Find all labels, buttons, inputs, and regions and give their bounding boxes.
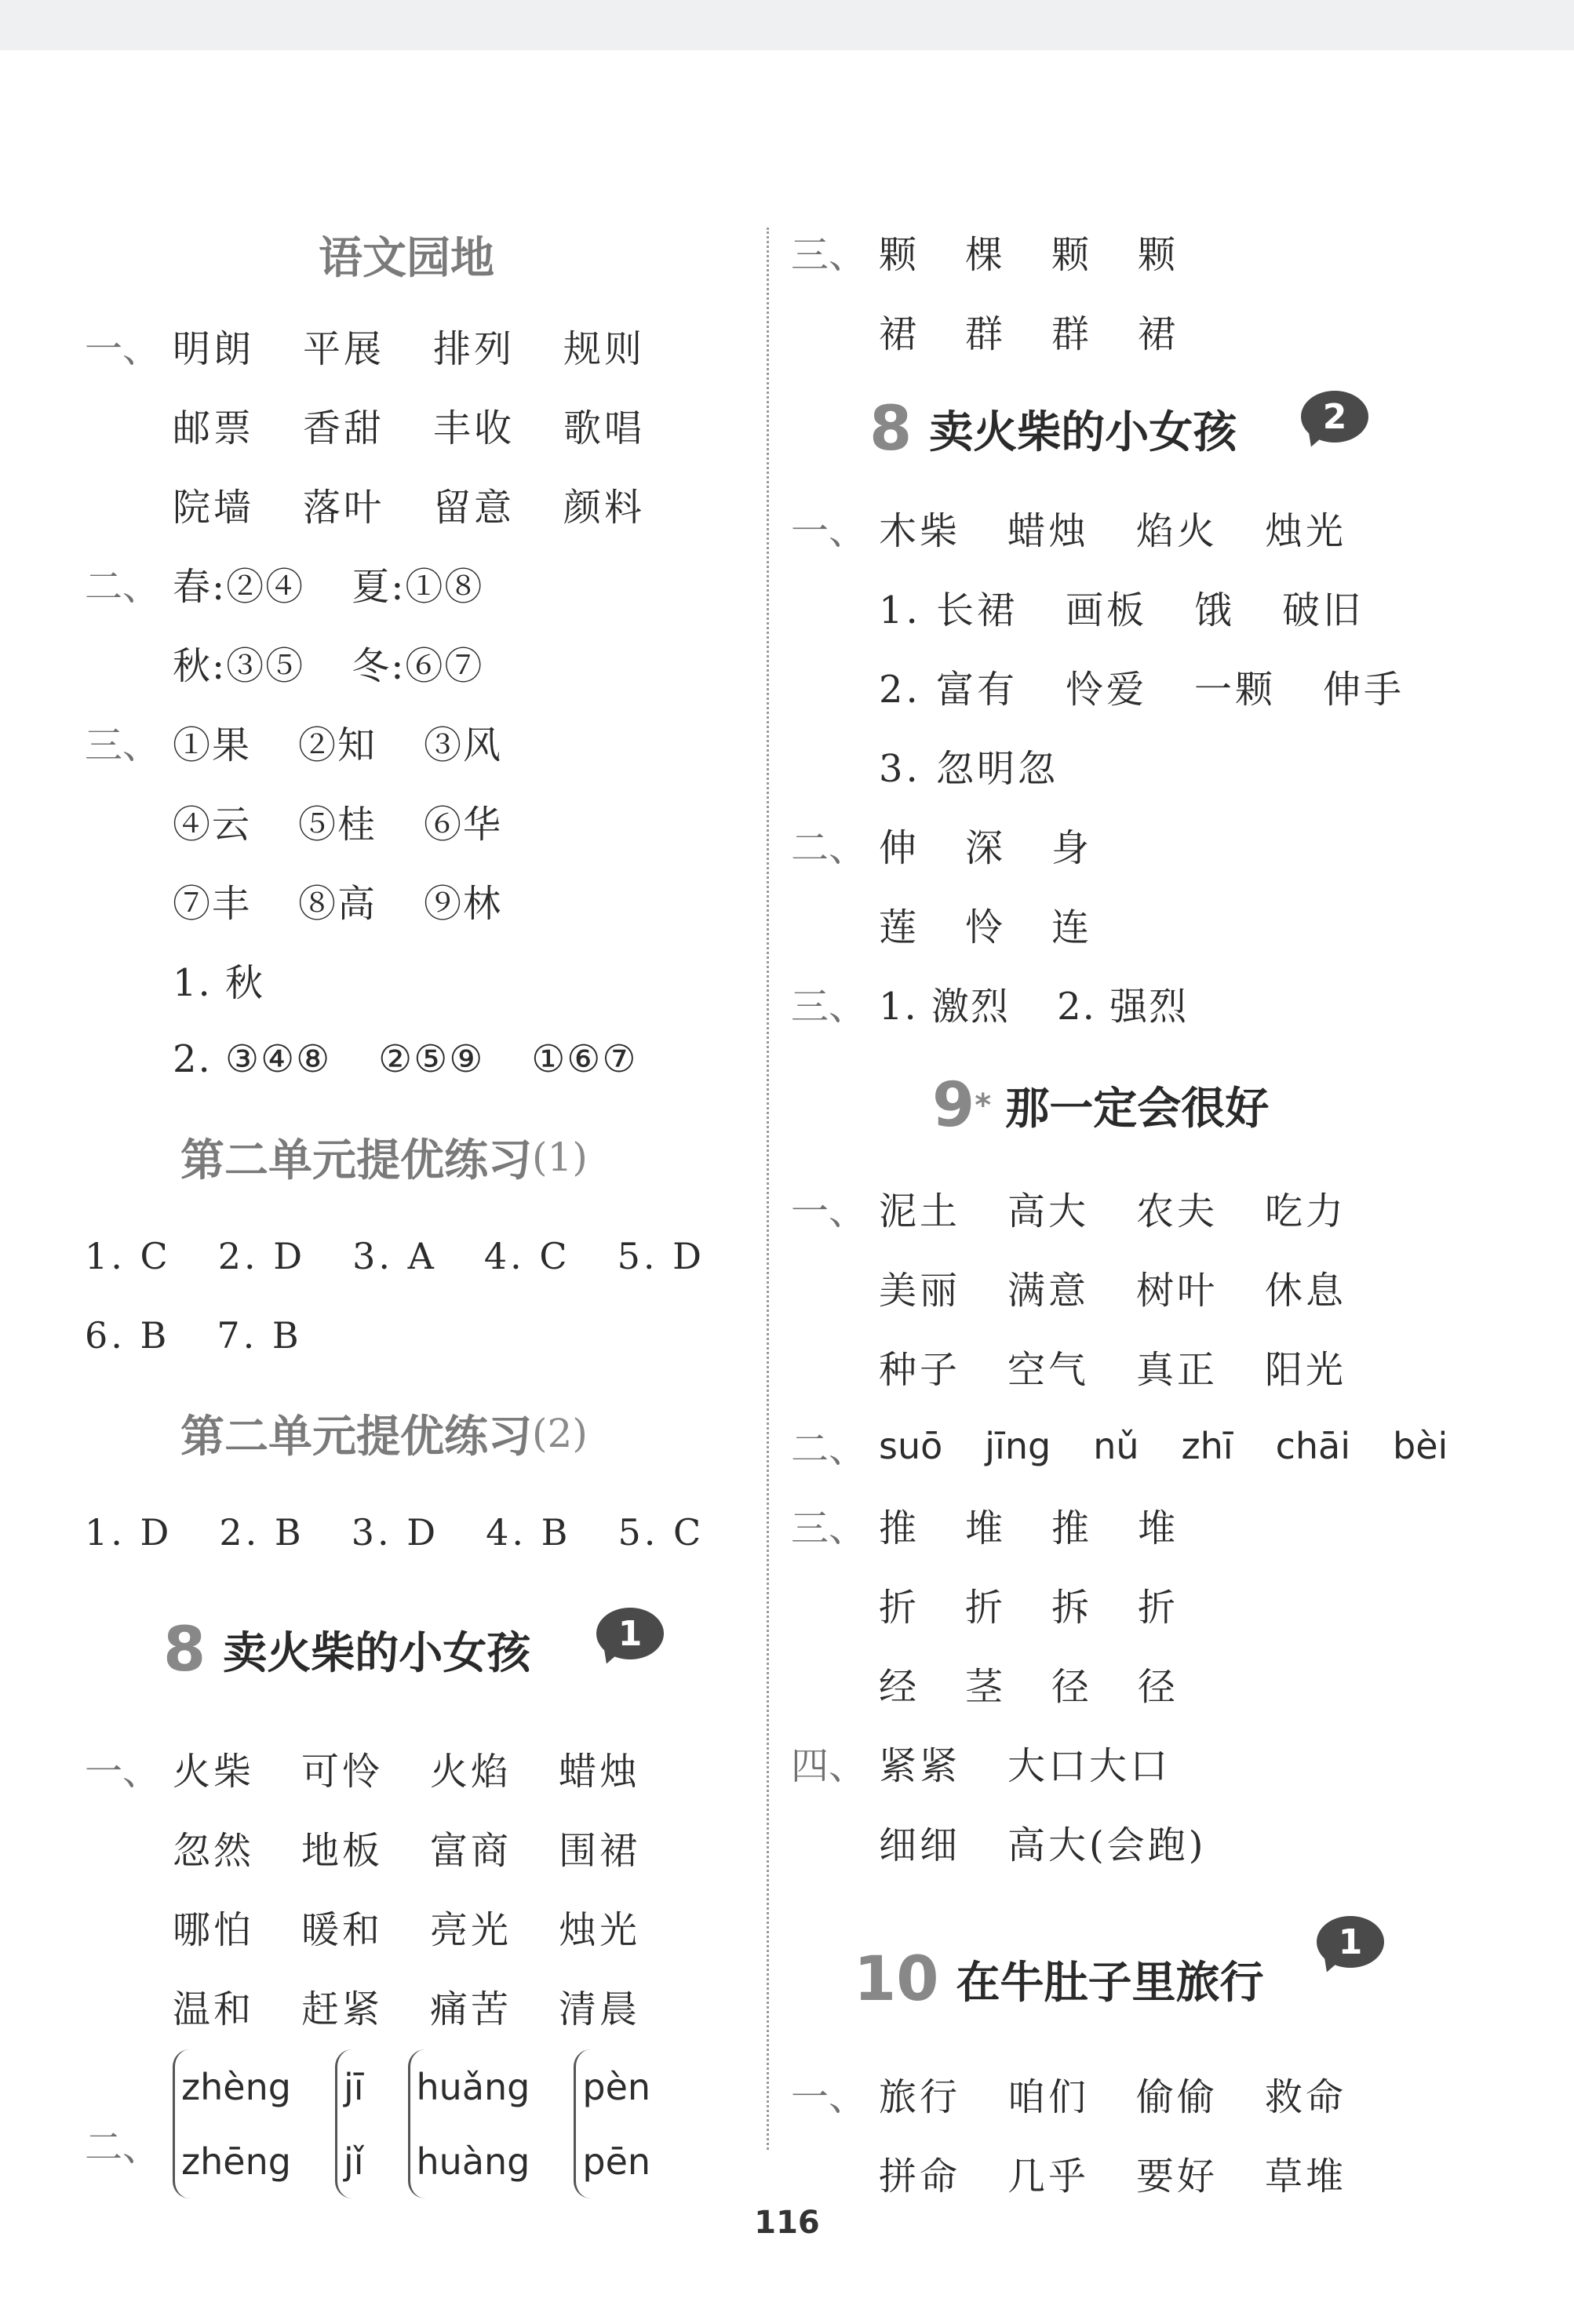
pinyin: huǎng — [416, 2065, 530, 2108]
line — [791, 488, 1497, 567]
word: 堆 — [1138, 1506, 1179, 1550]
word: 咱们 — [1007, 2075, 1090, 2119]
word: 经 — [879, 1665, 920, 1709]
line — [791, 1485, 1497, 1565]
answer: 2. B — [219, 1510, 304, 1554]
lesson-number: 8 — [163, 1615, 206, 1685]
answer: ⑨林 — [424, 882, 503, 926]
part-marker: 三、 — [791, 233, 867, 277]
word: 香甜 — [303, 406, 385, 450]
part-marker: 一、 — [791, 2075, 867, 2119]
answer: 夏:①⑧ — [352, 565, 484, 609]
practice-badge: 1 — [596, 1608, 664, 1659]
line — [791, 884, 1497, 963]
word: 伸手 — [1323, 668, 1405, 712]
word: 焰火 — [1136, 509, 1219, 553]
pinyin: zhēng — [181, 2140, 291, 2183]
word: 赶紧 — [301, 1987, 384, 2031]
pinyin: jī — [343, 2065, 364, 2108]
line — [791, 1644, 1497, 1723]
pinyin: zhèng — [181, 2065, 291, 2108]
line — [791, 1406, 1497, 1485]
title-text: 那一定会很好 — [1005, 1084, 1270, 1135]
lesson-number: 9 — [932, 1070, 975, 1141]
answer: 3. A — [352, 1234, 437, 1277]
word: 树叶 — [1136, 1269, 1219, 1313]
answer: ⑦丰 — [173, 882, 252, 926]
pinyin: pèn — [582, 2065, 651, 2108]
part-marker: 二、 — [791, 826, 867, 870]
word: 邮票 — [173, 406, 255, 450]
word: 高大(会跑) — [1007, 1823, 1207, 1867]
word: 火焰 — [430, 1750, 512, 1794]
word: 大口大口 — [1007, 1744, 1171, 1788]
answer: 2. D — [217, 1234, 306, 1277]
part-marker: 二、 — [85, 2125, 161, 2169]
line — [791, 963, 1497, 1043]
left-column — [85, 204, 728, 2202]
top-band — [0, 0, 1574, 50]
answer: 春:②④ — [173, 565, 305, 609]
line — [85, 861, 728, 940]
line — [791, 805, 1497, 884]
word: 排列 — [433, 327, 516, 371]
word: 吃力 — [1265, 1189, 1347, 1233]
answer: ⑤桂 — [298, 803, 377, 847]
word: 颗 — [1138, 233, 1179, 277]
answer: 2. 强烈 — [1057, 985, 1189, 1029]
word: 径 — [1051, 1665, 1093, 1709]
line — [85, 940, 728, 1019]
part-marker: 一、 — [85, 1750, 161, 1794]
line — [791, 1327, 1497, 1406]
answer: 1. D — [85, 1510, 173, 1554]
word: 折 — [965, 1586, 1007, 1630]
line — [791, 1565, 1497, 1644]
word: 泥土 — [879, 1189, 961, 1233]
word: 木柴 — [879, 509, 961, 553]
word: 饿 — [1194, 588, 1236, 632]
title-text: 在牛肚子里旅行 — [956, 1958, 1264, 2009]
word: 1. 长裙 — [879, 588, 1018, 632]
line — [85, 1019, 728, 1098]
word: 怜爱 — [1066, 668, 1148, 712]
line — [791, 726, 1497, 805]
section-title — [85, 1098, 728, 1216]
word: 留意 — [433, 486, 516, 530]
word: 要好 — [1136, 2155, 1219, 2198]
answer: ①果 — [173, 723, 252, 767]
brace-group — [335, 2049, 364, 2198]
pinyin: chāi — [1275, 1424, 1351, 1467]
answer: ②⑤⑨ — [378, 1036, 485, 1081]
line — [85, 781, 728, 861]
part-marker: 一、 — [791, 1189, 867, 1233]
word: 群 — [965, 312, 1007, 356]
answer: 6. B — [85, 1313, 170, 1357]
word: 一颗 — [1194, 668, 1277, 712]
answer: 1. C — [85, 1234, 171, 1277]
word: 茎 — [965, 1665, 1007, 1709]
title-text: 卖火柴的小女孩 — [223, 1628, 531, 1679]
part-marker: 三、 — [85, 723, 161, 767]
word: 忽然 — [173, 1829, 255, 1873]
word: 美丽 — [879, 1269, 961, 1313]
word: 拼命 — [879, 2155, 961, 2198]
line — [85, 1728, 728, 1808]
answer: 4. B — [486, 1510, 571, 1554]
word: 明朗 — [173, 327, 255, 371]
word: 歌唱 — [563, 406, 646, 450]
brace-group — [173, 2049, 291, 2198]
answer: 冬:⑥⑦ — [352, 644, 484, 688]
word: 颗 — [879, 233, 920, 277]
page-number: 116 — [754, 2205, 820, 2241]
word: 院墙 — [173, 486, 255, 530]
word: 群 — [1051, 312, 1093, 356]
word: 颗 — [1051, 233, 1093, 277]
line — [791, 567, 1497, 647]
word: 规则 — [563, 327, 646, 371]
word: 旅行 — [879, 2075, 961, 2119]
part-marker: 四、 — [791, 1744, 867, 1788]
word: 身 — [1051, 826, 1093, 870]
word: 富商 — [430, 1829, 512, 1873]
word: 拆 — [1051, 1586, 1093, 1630]
pinyin: zhī — [1181, 1424, 1233, 1467]
word: 种子 — [879, 1348, 961, 1392]
line — [791, 291, 1497, 370]
answer: 2. ③④⑧ — [173, 1036, 332, 1081]
title-text: 第二单元提优练习 — [180, 1135, 532, 1186]
word: 裙 — [1138, 312, 1179, 356]
word: 蜡烛 — [1007, 509, 1090, 553]
word: 颜料 — [563, 486, 646, 530]
line — [85, 385, 728, 464]
word: 农夫 — [1136, 1189, 1219, 1233]
line — [791, 1802, 1497, 1881]
line — [85, 623, 728, 702]
line — [85, 1887, 728, 1966]
word: 痛苦 — [430, 1987, 512, 2031]
line — [85, 306, 728, 385]
word: 推 — [1051, 1506, 1093, 1550]
section-title — [85, 204, 728, 306]
line — [85, 702, 728, 781]
answer: 4. C — [483, 1234, 570, 1277]
word: 真正 — [1136, 1348, 1219, 1392]
word: 2. 富有 — [879, 668, 1018, 712]
section-title — [791, 1043, 1497, 1168]
answer: ⑧高 — [298, 882, 377, 926]
lesson-number: 10 — [854, 1944, 939, 2015]
line — [791, 1248, 1497, 1327]
column-divider — [767, 228, 769, 2150]
section-title — [791, 1881, 1497, 2054]
pinyin: huàng — [416, 2140, 530, 2183]
word: 丰收 — [433, 406, 516, 450]
section-title — [85, 1572, 728, 1728]
word: 清晨 — [559, 1987, 641, 2031]
answer: ②知 — [298, 723, 377, 767]
word: 3. 忽明忽 — [879, 747, 1059, 791]
brace-group — [574, 2049, 650, 2198]
answer: 5. C — [618, 1510, 705, 1554]
word: 偷偷 — [1136, 2075, 1219, 2119]
answer: 7. B — [217, 1313, 302, 1357]
practice-badge: 1 — [1317, 1916, 1384, 1968]
word: 高大 — [1007, 1189, 1090, 1233]
part-marker: 二、 — [85, 565, 161, 609]
pinyin: pēn — [582, 2140, 651, 2183]
word: 哪怕 — [173, 1908, 255, 1952]
word: 温和 — [173, 1987, 255, 2031]
word: 怜 — [965, 905, 1007, 949]
word: 棵 — [965, 233, 1007, 277]
word: 烛光 — [1265, 509, 1347, 553]
pinyin: nǔ — [1093, 1424, 1139, 1467]
part-marker: 一、 — [791, 509, 867, 553]
line — [791, 2133, 1497, 2213]
word: 堆 — [965, 1506, 1007, 1550]
word: 救命 — [1265, 2075, 1347, 2119]
word: 伸 — [879, 826, 920, 870]
answer: 5. D — [617, 1234, 705, 1277]
part-marker: 三、 — [791, 985, 867, 1029]
word: 亮光 — [430, 1908, 512, 1952]
answer: ①⑥⑦ — [531, 1036, 638, 1081]
line — [791, 2054, 1497, 2133]
word: 细细 — [879, 1823, 961, 1867]
section-title — [85, 1375, 728, 1492]
word: 莲 — [879, 905, 920, 949]
optional-star: * — [975, 1087, 992, 1124]
title-text: 语文园地 — [319, 233, 494, 284]
practice-badge: 2 — [1301, 391, 1368, 443]
answer: ③风 — [424, 723, 503, 767]
word: 空气 — [1007, 1348, 1090, 1392]
pinyin: jǐ — [343, 2140, 364, 2183]
line — [791, 1723, 1497, 1802]
title-paren: (1) — [532, 1135, 588, 1180]
word: 破旧 — [1282, 588, 1364, 632]
line — [85, 1966, 728, 2045]
pinyin: suō — [879, 1424, 943, 1467]
word: 休息 — [1265, 1269, 1347, 1313]
line — [85, 1216, 728, 1295]
part-marker: 二、 — [791, 1427, 867, 1471]
word: 蜡烛 — [559, 1750, 641, 1794]
word: 地板 — [301, 1829, 384, 1873]
word: 阳光 — [1265, 1348, 1347, 1392]
part-marker: 三、 — [791, 1506, 867, 1550]
word: 推 — [879, 1506, 920, 1550]
word: 几乎 — [1007, 2155, 1090, 2198]
title-text: 卖火柴的小女孩 — [929, 407, 1237, 458]
word: 落叶 — [303, 486, 385, 530]
answer: 1. 秋 — [173, 961, 265, 1005]
line — [85, 1295, 728, 1375]
answer: 3. D — [351, 1510, 439, 1554]
answer: 秋:③⑤ — [173, 644, 305, 688]
line — [85, 1492, 728, 1572]
answer: ④云 — [173, 803, 252, 847]
line — [791, 647, 1497, 726]
line — [791, 1168, 1497, 1248]
word: 深 — [965, 826, 1007, 870]
word: 连 — [1051, 905, 1093, 949]
line — [791, 212, 1497, 291]
answer: 1. 激烈 — [879, 985, 1011, 1029]
word: 裙 — [879, 312, 920, 356]
line — [85, 464, 728, 544]
word: 草堆 — [1265, 2155, 1347, 2198]
part-marker: 一、 — [85, 327, 161, 371]
title-paren: (2) — [532, 1411, 588, 1456]
word: 满意 — [1007, 1269, 1090, 1313]
pinyin: jīng — [985, 1424, 1051, 1467]
word: 暖和 — [301, 1908, 384, 1952]
word: 径 — [1138, 1665, 1179, 1709]
word: 画板 — [1066, 588, 1148, 632]
line — [85, 544, 728, 623]
word: 可怜 — [301, 1750, 384, 1794]
brace-group — [408, 2049, 530, 2198]
word: 折 — [1138, 1586, 1179, 1630]
pinyin: bèi — [1393, 1424, 1448, 1467]
word: 折 — [879, 1586, 920, 1630]
word: 围裙 — [559, 1829, 641, 1873]
title-text: 第二单元提优练习 — [180, 1412, 532, 1463]
word: 火柴 — [173, 1750, 255, 1794]
word: 平展 — [303, 327, 385, 371]
word: 紧紧 — [879, 1744, 961, 1788]
line — [85, 1808, 728, 1887]
pinyin-braces — [85, 2045, 728, 2202]
right-column — [791, 212, 1497, 2213]
answer: ⑥华 — [424, 803, 503, 847]
word: 烛光 — [559, 1908, 641, 1952]
lesson-number: 8 — [869, 394, 913, 464]
section-title — [791, 370, 1497, 488]
